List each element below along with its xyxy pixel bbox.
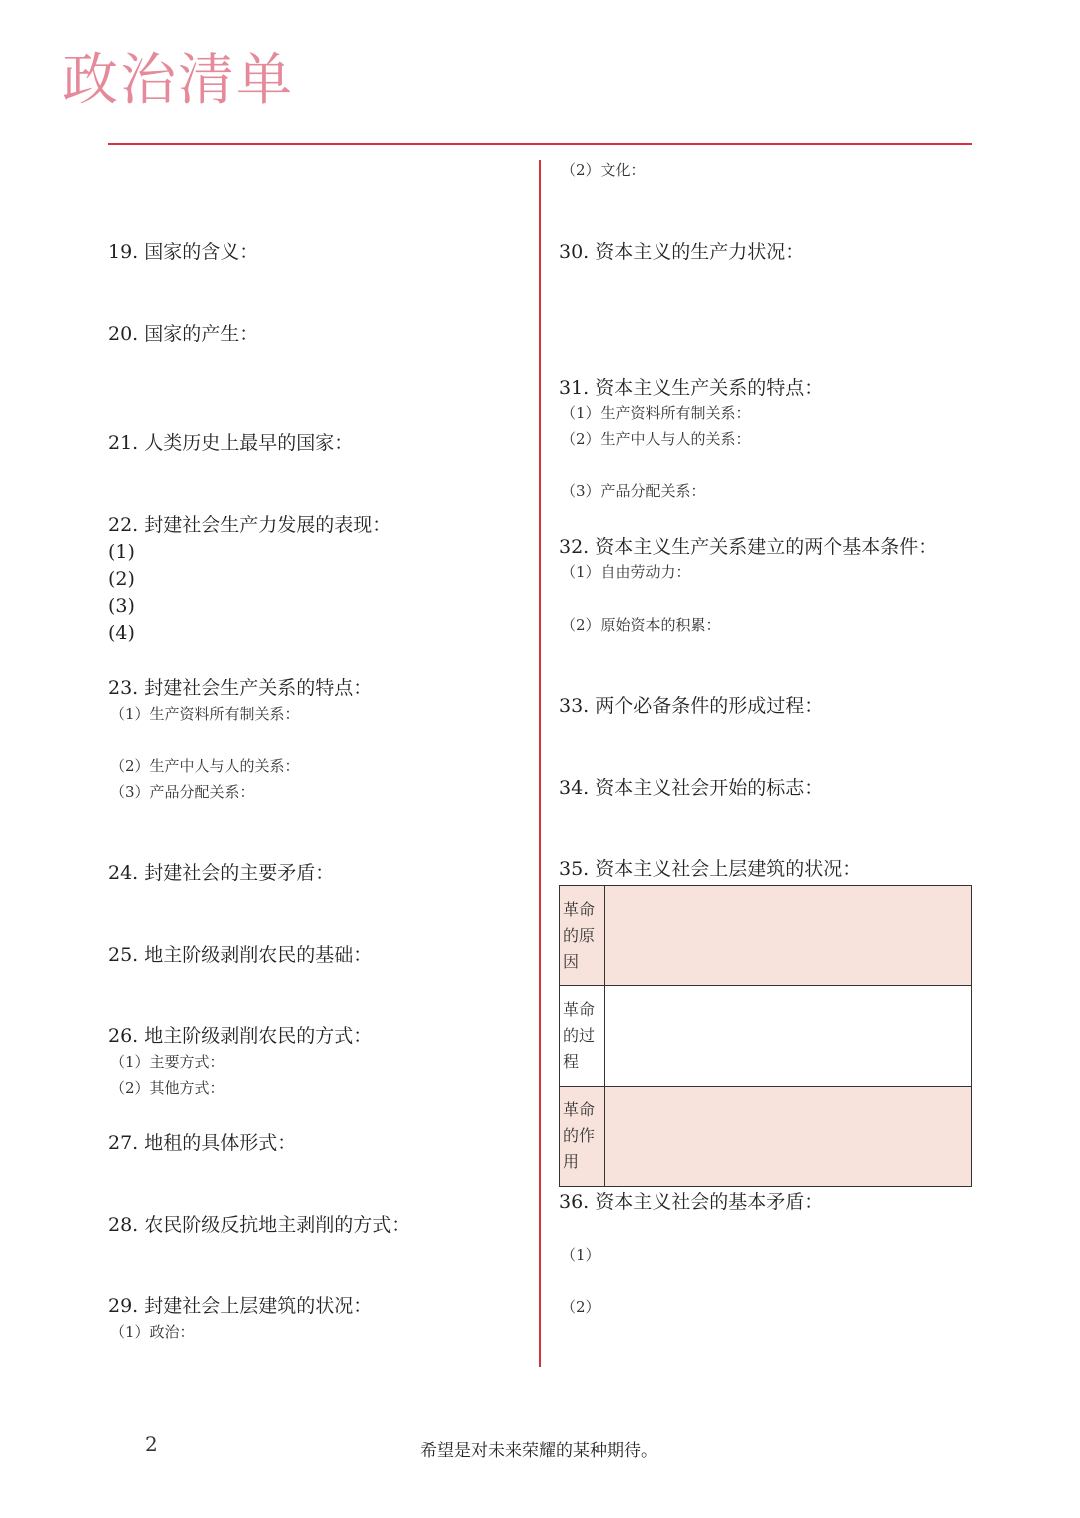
- q22-item-2: (2): [108, 568, 135, 590]
- question-33: 33. 两个必备条件的形成过程：: [559, 695, 824, 717]
- question-22: 22. 封建社会生产力发展的表现：: [108, 514, 392, 536]
- table-row: [560, 986, 972, 1086]
- question-25: 25. 地主阶级剥削农民的基础：: [108, 944, 373, 966]
- q36-item-2: （2）: [561, 1298, 601, 1316]
- table-row: [560, 1086, 972, 1186]
- page-title: 政治清单: [62, 48, 294, 113]
- question-28: 28. 农民阶级反抗地主剥削的方式：: [108, 1214, 411, 1236]
- table-row: [560, 886, 972, 986]
- question-35: 35. 资本主义社会上层建筑的状况：: [559, 858, 862, 880]
- row-answer-cause[interactable]: [605, 886, 972, 986]
- question-27: 27. 地租的具体形式：: [108, 1132, 297, 1154]
- question-30: 30. 资本主义的生产力状况：: [559, 241, 805, 263]
- question-29: 29. 封建社会上层建筑的状况：: [108, 1295, 373, 1317]
- q32-item-1: （1）自由劳动力：: [561, 563, 691, 581]
- revolution-table: [559, 885, 972, 1187]
- q23-item-3: （3）产品分配关系：: [110, 783, 255, 801]
- q29-item-1: （1）政治：: [110, 1323, 195, 1341]
- column-divider: [539, 160, 541, 1367]
- footer-quote: 希望是对未来荣耀的某种期待。: [420, 1441, 658, 1461]
- q22-item-4: (4): [108, 622, 135, 644]
- question-32: 32. 资本主义生产关系建立的两个基本条件：: [559, 536, 938, 558]
- question-20: 20. 国家的产生：: [108, 323, 259, 345]
- q26-item-2: （2）其他方式：: [110, 1079, 225, 1097]
- culture-item: （2）文化：: [561, 161, 646, 179]
- q23-item-1: （1）生产资料所有制关系：: [110, 705, 300, 723]
- row-label-effect: 革命的作用: [560, 1086, 605, 1186]
- question-21: 21. 人类历史上最早的国家：: [108, 432, 354, 454]
- question-26: 26. 地主阶级剥削农民的方式：: [108, 1025, 373, 1047]
- q31-item-2: （2）生产中人与人的关系：: [561, 430, 751, 448]
- question-23: 23. 封建社会生产关系的特点：: [108, 677, 373, 699]
- q22-item-1: (1): [108, 541, 135, 563]
- row-answer-effect[interactable]: [605, 1086, 972, 1186]
- q23-item-2: （2）生产中人与人的关系：: [110, 757, 300, 775]
- row-label-process: 革命的过程: [560, 986, 605, 1086]
- question-19: 19. 国家的含义：: [108, 241, 259, 263]
- page-number: 2: [145, 1432, 158, 1456]
- question-24: 24. 封建社会的主要矛盾：: [108, 862, 335, 884]
- question-34: 34. 资本主义社会开始的标志：: [559, 777, 824, 799]
- q22-item-3: (3): [108, 595, 135, 617]
- q31-item-3: （3）产品分配关系：: [561, 482, 706, 500]
- q36-item-1: （1）: [561, 1246, 601, 1264]
- row-answer-process[interactable]: [605, 986, 972, 1086]
- q31-item-1: （1）生产资料所有制关系：: [561, 404, 751, 422]
- question-36: 36. 资本主义社会的基本矛盾：: [559, 1191, 824, 1213]
- top-divider: [108, 143, 972, 145]
- q26-item-1: （1）主要方式：: [110, 1053, 225, 1071]
- row-label-cause: 革命的原因: [560, 886, 605, 986]
- q32-item-2: （2）原始资本的积累：: [561, 616, 721, 634]
- question-31: 31. 资本主义生产关系的特点：: [559, 377, 824, 399]
